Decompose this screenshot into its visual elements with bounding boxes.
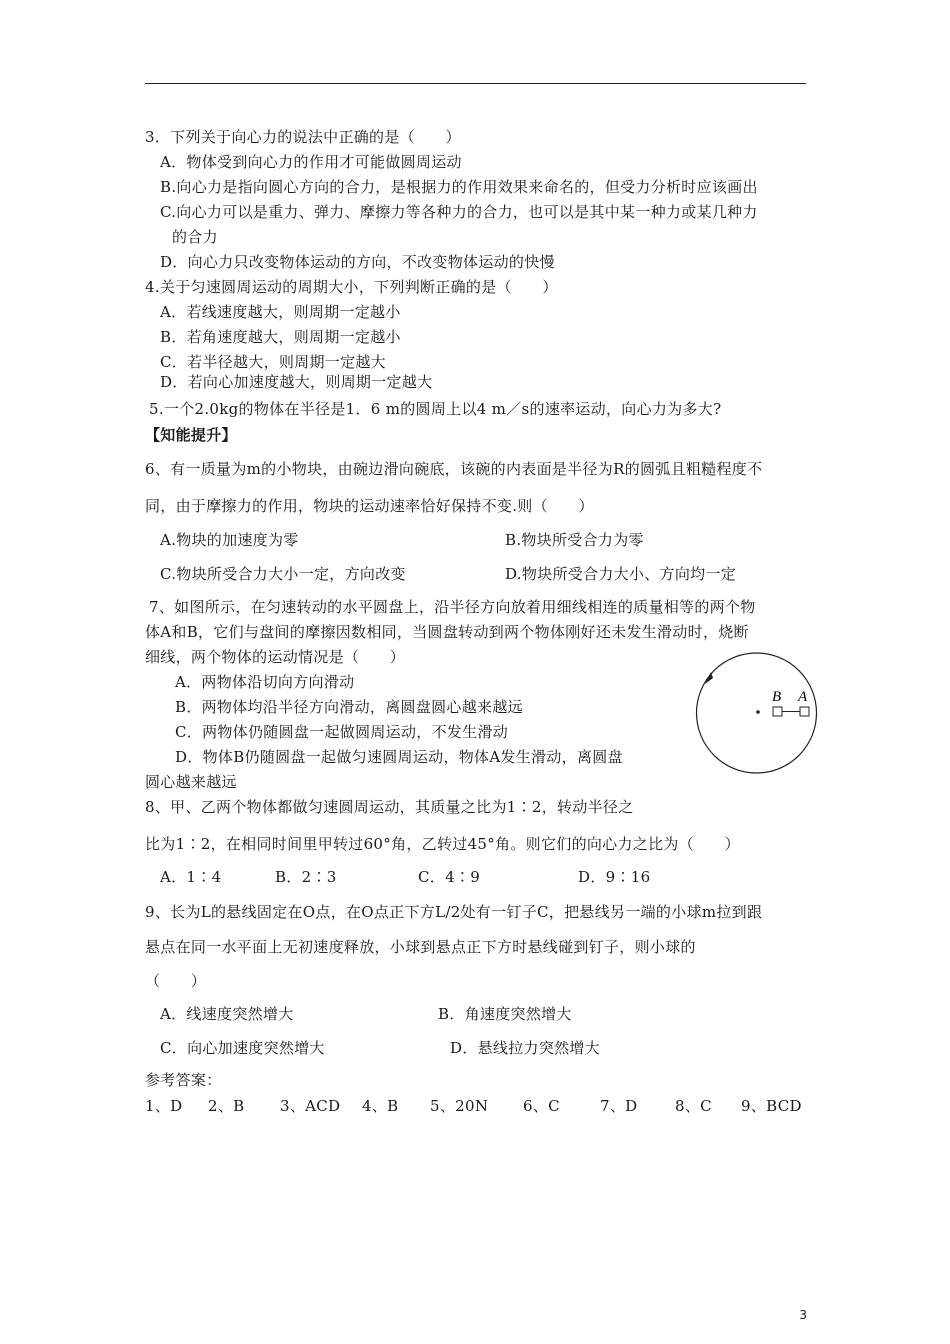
- q8-option-d: D．9∶16: [578, 868, 651, 886]
- answer-item: 9、BCD: [741, 1097, 802, 1115]
- q9-option-d: D．悬线拉力突然增大: [450, 1039, 601, 1057]
- q8-option-b: B．2∶3: [275, 868, 337, 886]
- q3-stem: 3．下列关于向心力的说法中正确的是（ ）: [145, 128, 461, 146]
- answer-item: 2、B: [208, 1097, 245, 1115]
- q3-option-b: B.向心力是指向圆心方向的合力，是根据力的作用效果来命名的，但受力分析时应该画出: [160, 178, 758, 196]
- page-number: 3: [799, 1308, 807, 1322]
- q8-line-2: 比为1∶2，在相同时间里甲转过60°角，乙转过45°角。则它们的向心力之比为（ ）: [145, 835, 740, 853]
- q4-option-a: A．若线速度越大，则周期一定越小: [160, 303, 401, 321]
- q9-option-c: C．向心加速度突然增大: [160, 1039, 325, 1057]
- q5-stem: 5.一个2.0kg的物体在半径是1．6 m的圆周上以4 m／s的速率运动，向心力为多大?: [149, 400, 722, 418]
- disc-center-dot: [756, 710, 760, 714]
- q9-option-a: A．线速度突然增大: [160, 1005, 294, 1023]
- q7-option-b: B．两物体均沿半径方向滑动，离圆盘圆心越来越远: [175, 698, 523, 716]
- rotating-disc-figure: [695, 648, 818, 778]
- q6-option-d: D.物块所受合力大小、方向均一定: [505, 565, 737, 583]
- answer-item: 4、B: [362, 1097, 399, 1115]
- q4-option-b: B．若角速度越大，则周期一定越小: [160, 328, 401, 346]
- q4-option-c: C．若半径越大，则周期一定越大: [160, 353, 386, 371]
- q4-option-d: D．若向心加速度越大，则周期一定越大: [160, 373, 433, 391]
- answers-title: 参考答案：: [145, 1071, 222, 1089]
- label-a: A: [798, 689, 808, 705]
- section-title: 【知能提升】: [145, 426, 237, 444]
- q7-option-a: A．两物体沿切向方向滑动: [175, 673, 355, 691]
- q4-stem: 4.关于匀速圆周运动的周期大小，下列判断正确的是（ ）: [145, 278, 558, 296]
- q6-line-1: 6、有一质量为m的小物块，由碗边滑向碗底，该碗的内表面是半径为R的圆弧且粗糙程度不: [145, 460, 763, 478]
- q3-option-c: C.向心力可以是重力、弹力、摩擦力等各种力的合力，也可以是其中某一种力或某几种力: [160, 203, 758, 221]
- answer-item: 3、ACD: [280, 1097, 341, 1115]
- answer-item: 6、C: [523, 1097, 560, 1115]
- q8-line-1: 8、甲、乙两个物体都做匀速圆周运动，其质量之比为1∶2，转动半径之: [145, 798, 634, 816]
- block-a: [800, 707, 809, 716]
- q8-option-a: A．1∶4: [160, 868, 222, 886]
- answer-item: 7、D: [600, 1097, 638, 1115]
- disc-circle: [697, 653, 817, 773]
- answer-item: 5、20N: [430, 1097, 489, 1115]
- answer-item: 1、D: [145, 1097, 183, 1115]
- answer-item: 8、C: [675, 1097, 712, 1115]
- q6-option-a: A.物块的加速度为零: [160, 531, 299, 549]
- q6-line-2: 同，由于摩擦力的作用，物块的运动速率恰好保持不变.则（ ）: [145, 497, 594, 515]
- q6-option-c: C.物块所受合力大小一定，方向改变: [160, 565, 406, 583]
- label-b: B: [772, 689, 782, 705]
- header-rule: [145, 83, 806, 84]
- q8-option-c: C．4∶9: [418, 868, 481, 886]
- q7-option-d: D．物体B仍随圆盘一起做匀速圆周运动，物体A发生滑动，离圆盘: [175, 748, 623, 766]
- block-b: [773, 707, 782, 716]
- q6-option-b: B.物块所受合力为零: [505, 531, 644, 549]
- q9-option-b: B．角速度突然增大: [438, 1005, 572, 1023]
- q7-line-3: 细线，两个物体的运动情况是（ ）: [145, 648, 406, 666]
- q7-option-d-cont: 圆心越来越远: [145, 773, 237, 791]
- q3-option-c-cont: 的合力: [172, 228, 218, 246]
- q7-line-1: 7、如图所示，在匀速转动的水平圆盘上，沿半径方向放着用细线相连的质量相等的两个物: [149, 598, 756, 616]
- q3-option-a: A．物体受到向心力的作用才可能做圆周运动: [160, 153, 462, 171]
- q9-line-2: 悬点在同一水平面上无初速度释放，小球到悬点正下方时悬线碰到钉子，则小球的: [145, 938, 696, 956]
- q3-option-d: D．向心力只改变物体运动的方向，不改变物体运动的快慢: [160, 253, 555, 271]
- q7-line-2: 体A和B，它们与盘间的摩擦因数相同，当圆盘转动到两个物体刚好还未发生滑动时，烧断: [145, 623, 749, 641]
- q9-line-3: （ ）: [145, 972, 207, 990]
- q9-line-1: 9、长为L的悬线固定在O点，在O点正下方L/2处有一钉子C，把悬线另一端的小球m拉到跟: [145, 903, 763, 921]
- q7-option-c: C．两物体仍随圆盘一起做圆周运动，不发生滑动: [175, 723, 509, 741]
